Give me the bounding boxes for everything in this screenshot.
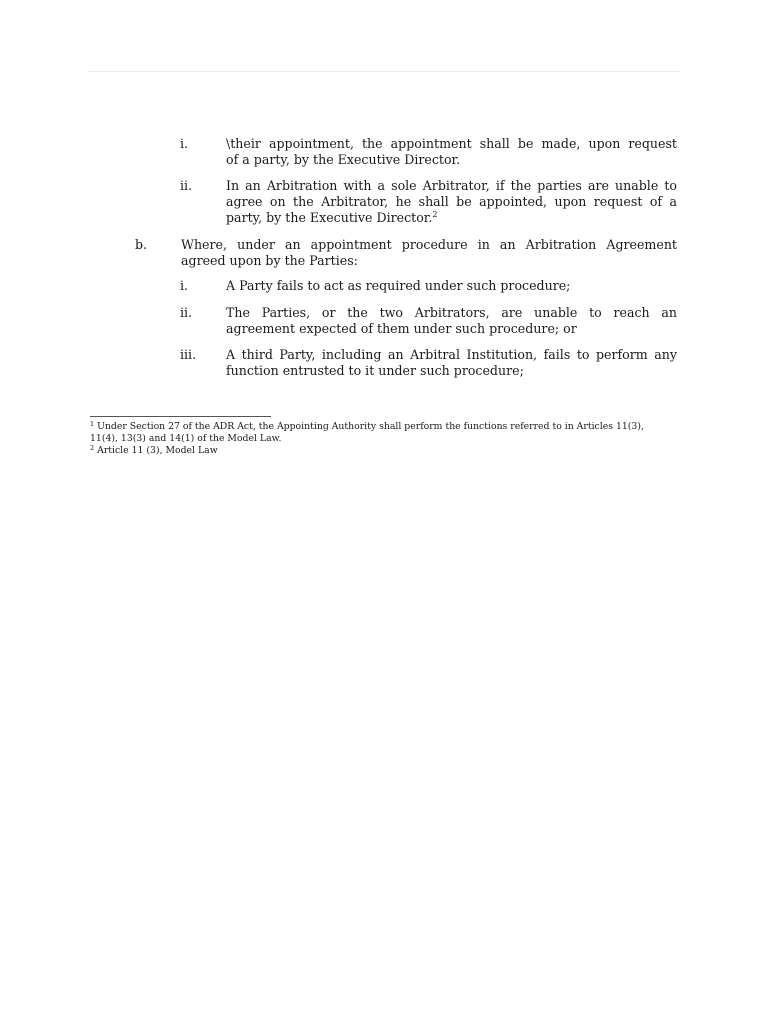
text-line-with-ref: [226, 210, 677, 226]
footnote-number: 2: [90, 444, 95, 452]
text-line: A Party fails to act as required under such procedure;: [226, 278, 571, 293]
footnote-ref[interactable]: 2: [432, 210, 438, 220]
footnote-1: [90, 421, 676, 445]
text-line: agree on the Arbitrator, he shall be appointed, upon request of a: [226, 194, 677, 210]
list-marker: iii.: [180, 347, 197, 362]
footnote-number: 1: [90, 420, 95, 428]
list-marker: i.: [180, 278, 189, 293]
footnote-text: 11(4), 13(3) and 14(1) of the Model Law.: [90, 433, 282, 444]
text-line: agreed upon by the Parties:: [181, 253, 358, 269]
text-line: agreement expected of them under such procedure; or: [226, 321, 577, 337]
text-line: In an Arbitration with a sole Arbitrator, if the parties are unable to: [226, 178, 677, 193]
text-line: party, by the Executive Director.: [226, 210, 433, 226]
text-line: The Parties, or the two Arbitrators, are unable to reach an: [226, 305, 677, 320]
list-item-text: [181, 237, 677, 269]
footnote-separator: [90, 416, 271, 417]
list-marker: ii.: [180, 305, 193, 320]
footnote-text: Article 11 (3), Model Law: [97, 445, 218, 456]
list-item-text: [226, 305, 677, 337]
list-marker: i.: [180, 136, 189, 151]
text-line: A third Party, including an Arbitral Institution, fails to perform any: [226, 347, 677, 362]
list-marker: b.: [135, 237, 148, 252]
text-line: of a party, by the Executive Director.: [226, 152, 461, 168]
text-line: \their appointment, the appointment shall be made, upon request: [226, 136, 677, 151]
list-item-text: [226, 136, 677, 168]
header-rule: [88, 71, 680, 72]
text-line: Where, under an appointment procedure in an Arbitration Agreement: [181, 237, 677, 252]
footnote-text: Under Section 27 of the ADR Act, the Appointing Authority shall perform the functions referred to in Articles 11(3),: [97, 421, 644, 432]
list-marker: ii.: [180, 178, 193, 193]
footnote-line: [90, 421, 644, 432]
list-item-text: [226, 347, 677, 379]
footnote-2: [90, 445, 676, 457]
list-item-text: [226, 278, 677, 294]
list-item-text: [226, 178, 677, 227]
text-line: function entrusted to it under such procedure;: [226, 363, 524, 379]
